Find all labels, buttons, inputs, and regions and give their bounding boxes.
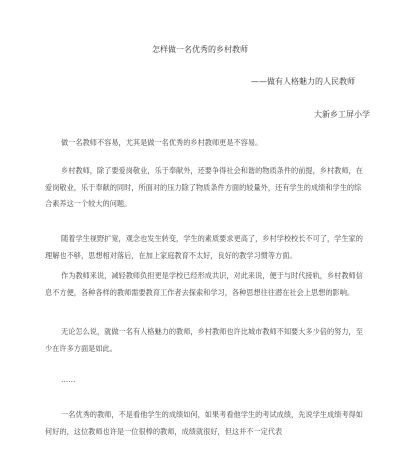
- document-school: 大新乡工屏小学: [314, 110, 370, 119]
- paragraph: ……: [61, 375, 76, 384]
- paragraph: 乡村教师，除了要爱岗敬业，乐于奉献外，还要争得社会和谐的物质条件的前提，乡村教师，在爱岗敬业，乐于奉献的同时，所面对的压力除了物质条件方面的较量外，还有学生的成绩和学生的综合素养这一个较大的问题。: [45, 166, 363, 208]
- document-byline: ——做有人格魅力的人民教师: [251, 77, 355, 86]
- paragraph: 一名优秀的教师，不是看他学生的成绩如何，如果考看他学生的考试成绩，先说学生成绩考得如何好的，这位教师也许是一位很棒的教师，成绩就很好，但这并不一定代表: [45, 410, 363, 436]
- document-title: 怎样做一名优秀的乡村教师: [152, 45, 248, 54]
- paragraph: 做一名教师不容易，尤其是做一名优秀的乡村教师更是不容易。: [61, 138, 263, 147]
- paragraph: 作为教师来说，减轻教师负担更是学校已经形成共识，对此来说，便于与时代接轨，乡村教师信息不方便，各种各样的教师需要教育工作者去探索和学习，各种思想往往潜在社会上思想的影响。: [45, 271, 363, 297]
- paragraph: 无论怎么说，就做一名有人格魅力的教师，乡村教师也许比城市教师不知要大多少倍的努力，至少在许多方面是如此。: [45, 327, 363, 353]
- paragraph: 随着学生视野扩宽，观念也发生转变，学生的素质要求更高了，乡村学校校长不可了，学生家的理解也不够，思想相对落后，在加上家庭教育不太好，良好的教学习惯等方面。: [45, 234, 363, 260]
